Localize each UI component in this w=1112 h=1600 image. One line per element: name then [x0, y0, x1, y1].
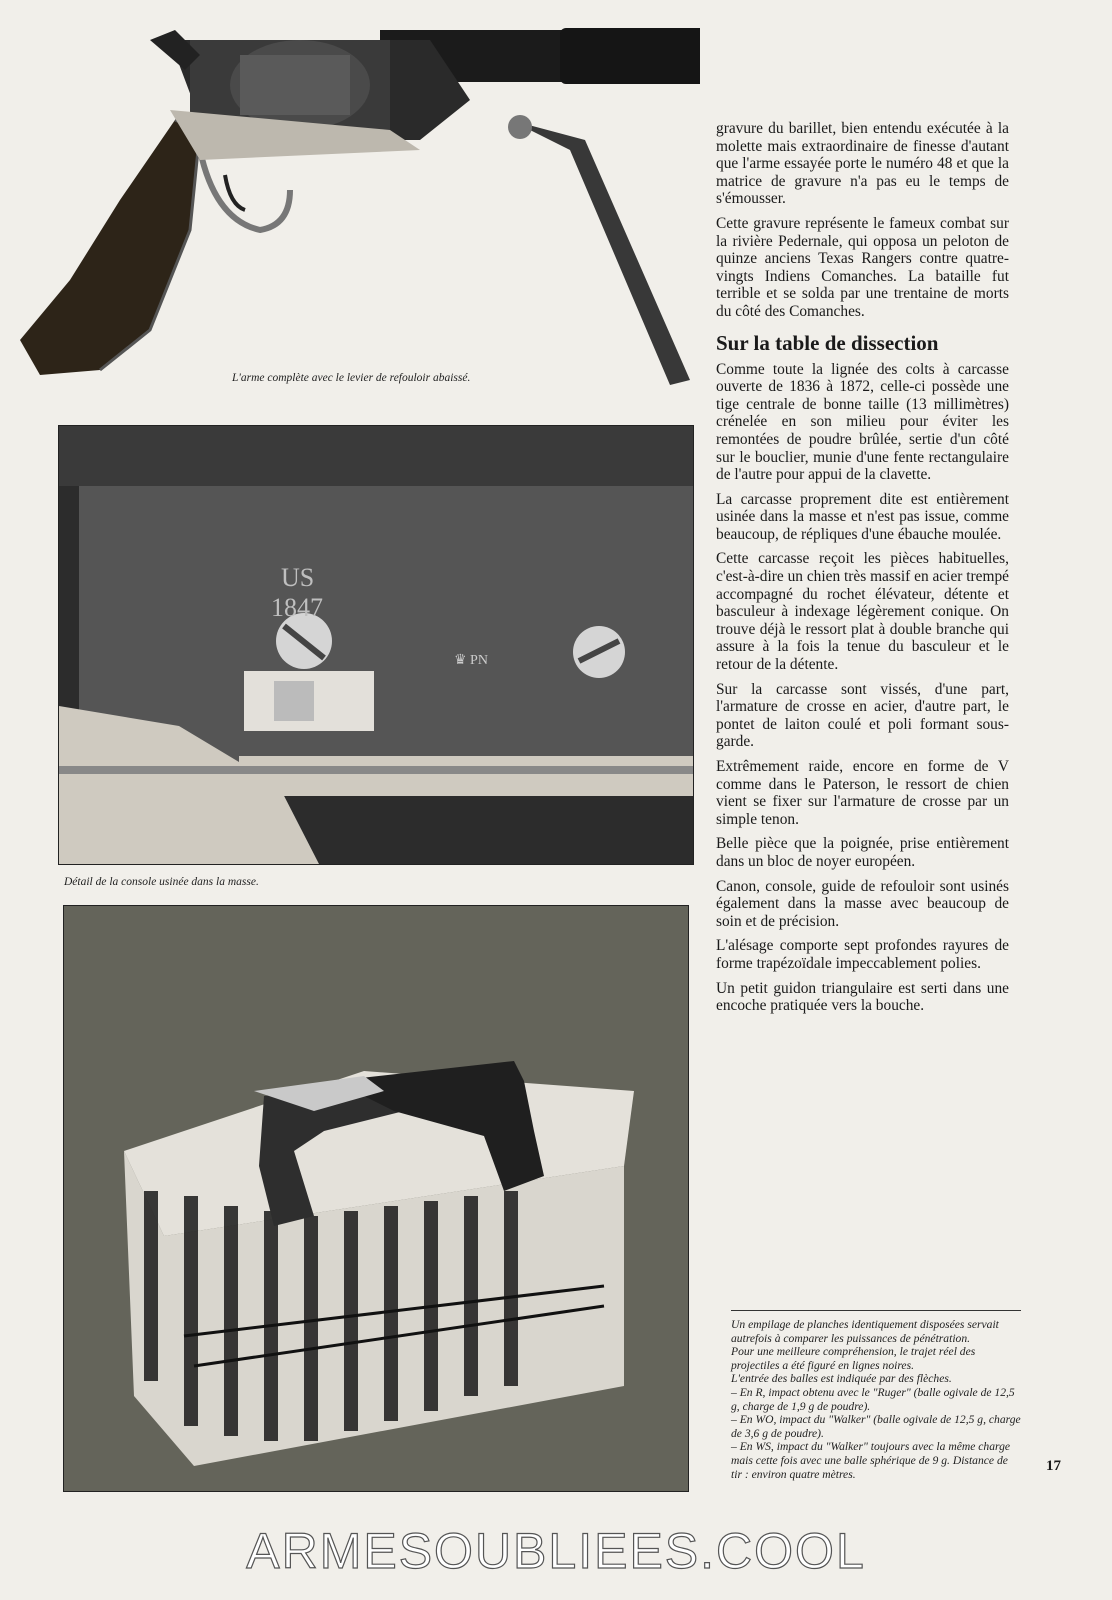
svg-text:♛ PN: ♛ PN	[454, 653, 488, 668]
revolver-caption: L'arme complète avec le levier de refouloir abaissé.	[232, 372, 471, 384]
section-paragraph: Cette carcasse reçoit les pièces habituelles, c'est-à-dire un chien très massif en acier trempé accompagné du rochet élévateur, détente et basculeur à indexage légèrement conique. On trouve déjà le ressort plat à double branche qui assure à la fois la tenue du basculeur et le retour de la détente.	[716, 550, 1009, 674]
planks-caption	[731, 1318, 1021, 1481]
section-paragraph: Canon, console, guide de refouloir sont usinés également dans la masse avec beaucoup de soin et de précision.	[716, 877, 1009, 930]
us-stamp: US	[281, 563, 315, 592]
section-paragraph: Extrêmement raide, encore en forme de V comme dans le Paterson, le ressort de chien vient se fixer sur l'armature de crosse par un simple tenon.	[716, 758, 1009, 828]
page-number: 17	[1046, 1458, 1061, 1474]
planks-photo	[63, 905, 689, 1492]
sidebar-rule	[731, 1310, 1021, 1311]
revolver-photo	[0, 0, 700, 390]
section-paragraph: La carcasse proprement dite est entièrement usinée dans la masse et n'est pas issue, comme beaucoup, de répliques d'une ébauche moulée.	[716, 490, 1009, 543]
site-watermark: ARMESOUBLIEES.COOL	[246, 1523, 866, 1579]
section-paragraph: Belle pièce que la poignée, prise entièrement dans un bloc de noyer européen.	[716, 835, 1009, 870]
revolver-image	[0, 0, 700, 390]
section-paragraph: L'alésage comporte sept profondes rayures de forme trapézoïdale impeccablement polies.	[716, 937, 1009, 972]
caption-line: L'entrée des balles est indiquée par des flèches.	[731, 1372, 952, 1386]
caption-line: – En WO, impact du "Walker" (balle ogivale de 12,5 g, charge de 3,6 g de poudre).	[731, 1413, 1021, 1440]
console-caption: Détail de la console usinée dans la masse.	[64, 876, 259, 888]
section-paragraph: Comme toute la lignée des colts à carcasse ouverte de 1836 à 1872, celle-ci possède une tige centrale de bonne taille (13 millimètres) crénelée en son milieu pour éviter les remontées de poudre brûlée, sertie d'un côté sur le bouclier, munie d'une fente rectangulaire de l'autre pour appui de la clavette.	[716, 360, 1009, 484]
year-stamp: 1847	[271, 593, 323, 622]
caption-line: Un empilage de planches identiquement disposées servait autrefois à comparer les puissances de pénétration.	[731, 1318, 999, 1345]
section-title: Sur la table de dissection	[716, 330, 939, 355]
intro-paragraph: gravure du barillet, bien entendu exécutée à la molette mais extraordinaire de finesse d'autant que l'arme essayée porte le numéro 48 et que la matrice de gravure n'a pas eu le temps de s'émousser.	[716, 120, 1009, 208]
console-photo	[58, 425, 694, 865]
console-detail-image	[59, 426, 693, 864]
section-paragraph: Sur la carcasse sont vissés, d'une part, l'armature de crosse en acier, d'autre part, le pontet de laiton coulé et poli formant sous-garde.	[716, 680, 1009, 751]
plank-stack-image	[64, 906, 688, 1491]
section-paragraph: Un petit guidon triangulaire est serti dans une encoche pratiquée vers la bouche.	[716, 979, 1009, 1015]
caption-line: – En WS, impact du "Walker" toujours avec la même charge mais cette fois avec une balle sphérique de 9 g. Distance de tir : environ quatre mètres.	[731, 1440, 1011, 1481]
article-column	[716, 120, 1009, 1022]
caption-line: – En R, impact obtenu avec le "Ruger" (balle ogivale de 12,5 g, charge de 1,9 g de poudre).	[731, 1385, 1015, 1413]
intro-paragraph: Cette gravure représente le fameux combat sur la rivière Pedernale, qui opposa un peloton de quinze anciens Texas Rangers contre quatre-vingts Indiens Comanches. La bataille fut terrible et se solda par une trentaine de morts du côté des Comanches.	[716, 214, 1009, 320]
caption-line: Pour une meilleure compréhension, le trajet réel des projectiles a été figuré en lignes noires.	[731, 1345, 976, 1372]
